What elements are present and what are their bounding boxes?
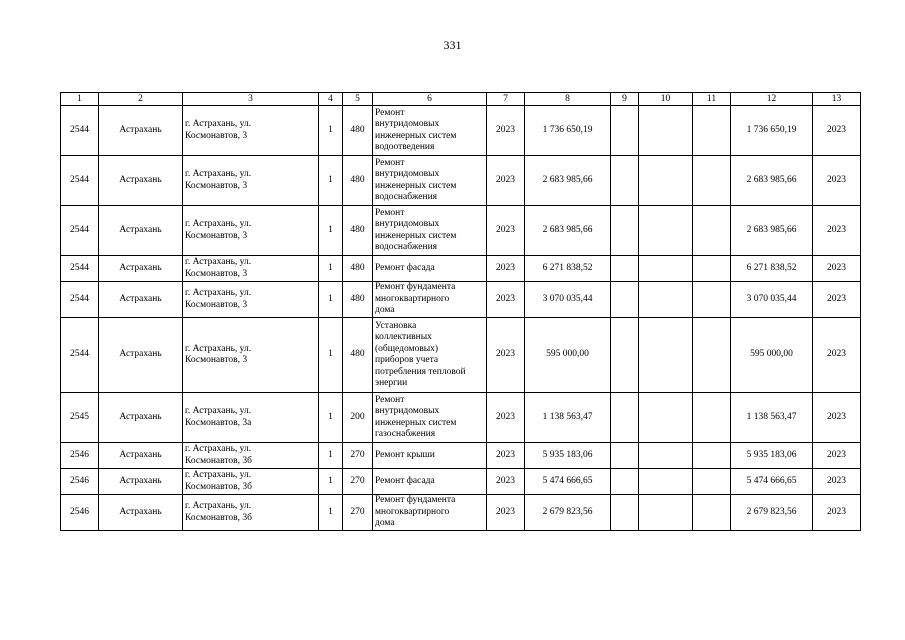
column-5-cell: 480 (343, 106, 373, 156)
column-4-cell: 1 (319, 282, 343, 318)
address-cell-line: Космонавтов, 3б (185, 512, 252, 523)
work-type-cell (373, 443, 487, 469)
column-10-cell (639, 443, 693, 469)
year-cell: 2023 (487, 156, 525, 206)
column-9-cell (611, 469, 639, 495)
column-9-cell (611, 393, 639, 443)
object-number-cell: 2544 (61, 106, 99, 156)
column-9-cell (611, 443, 639, 469)
completion-year-cell: 2023 (813, 495, 861, 531)
repair-program-table (60, 92, 861, 531)
funding-amount-cell: 5 474 666,65 (731, 469, 813, 495)
completion-year-cell: 2023 (813, 318, 861, 393)
cost-cell: 6 271 838,52 (525, 256, 611, 282)
address-cell-line: г. Астрахань, ул. (185, 343, 252, 354)
funding-amount-cell: 1 138 563,47 (731, 393, 813, 443)
column-10-cell (639, 206, 693, 256)
column-header-6: 6 (373, 93, 487, 106)
object-number-cell: 2544 (61, 256, 99, 282)
column-4-cell: 1 (319, 469, 343, 495)
city-cell: Астрахань (99, 318, 183, 393)
work-type-cell (373, 156, 487, 206)
city-cell: Астрахань (99, 443, 183, 469)
completion-year-cell: 2023 (813, 106, 861, 156)
year-cell: 2023 (487, 495, 525, 531)
work-type-cell-line: Ремонт фасада (375, 475, 435, 486)
work-type-cell-line: инженерных систем (375, 180, 457, 191)
cost-cell: 1 138 563,47 (525, 393, 611, 443)
city-cell: Астрахань (99, 206, 183, 256)
column-header-1: 1 (61, 93, 99, 106)
table-row (61, 318, 861, 393)
address-cell-line: г. Астрахань, ул. (185, 119, 252, 129)
object-number-cell: 2544 (61, 318, 99, 393)
column-header-8: 8 (525, 93, 611, 106)
column-header-13: 13 (813, 93, 861, 106)
table-row (61, 256, 861, 282)
column-11-cell (693, 156, 731, 206)
funding-amount-cell: 5 935 183,06 (731, 443, 813, 469)
address-cell-line: Космонавтов, 3 (185, 268, 248, 279)
work-type-cell-line: внутридомовых (375, 169, 440, 179)
address-cell-line: Космонавтов, 3 (185, 180, 248, 191)
column-9-cell (611, 156, 639, 206)
address-cell-line: г. Астрахань, ул. (185, 219, 252, 229)
column-10-cell (639, 393, 693, 443)
cost-cell: 3 070 035,44 (525, 282, 611, 318)
address-cell (183, 282, 319, 318)
funding-amount-cell: 2 679 823,56 (731, 495, 813, 531)
table-row (61, 469, 861, 495)
funding-amount-cell: 2 683 985,66 (731, 156, 813, 206)
city-cell: Астрахань (99, 469, 183, 495)
work-type-cell (373, 282, 487, 318)
work-type-cell-line: многоквартирного (375, 506, 450, 517)
work-type-cell (373, 256, 487, 282)
work-type-cell-line: инженерных систем (375, 130, 457, 141)
address-cell-line: г. Астрахань, ул. (185, 169, 252, 179)
work-type-cell (373, 495, 487, 531)
work-type-cell-line: газоснабжения (375, 429, 436, 439)
work-type-cell-line: Ремонт крыши (375, 449, 435, 460)
address-cell (183, 469, 319, 495)
city-cell: Астрахань (99, 256, 183, 282)
work-type-cell-line: Ремонт фасада (375, 262, 435, 273)
funding-amount-cell: 3 070 035,44 (731, 282, 813, 318)
column-10-cell (639, 495, 693, 531)
table-row (61, 282, 861, 318)
column-4-cell: 1 (319, 443, 343, 469)
work-type-cell (373, 106, 487, 156)
column-9-cell (611, 495, 639, 531)
address-cell (183, 156, 319, 206)
completion-year-cell: 2023 (813, 206, 861, 256)
work-type-cell-line: дома (375, 518, 395, 529)
column-4-cell: 1 (319, 495, 343, 531)
column-4-cell: 1 (319, 156, 343, 206)
address-cell-line: г. Астрахань, ул. (185, 501, 252, 511)
work-type-cell-line: многоквартирного (375, 293, 450, 304)
column-4-cell: 1 (319, 318, 343, 393)
column-5-cell: 480 (343, 206, 373, 256)
address-cell (183, 393, 319, 443)
column-number-header-row (61, 93, 861, 106)
work-type-cell (373, 318, 487, 393)
column-10-cell (639, 256, 693, 282)
funding-amount-cell: 2 683 985,66 (731, 206, 813, 256)
year-cell: 2023 (487, 206, 525, 256)
column-4-cell: 1 (319, 106, 343, 156)
city-cell: Астрахань (99, 393, 183, 443)
cost-cell: 2 679 823,56 (525, 495, 611, 531)
column-11-cell (693, 256, 731, 282)
address-cell-line: Космонавтов, 3 (185, 130, 248, 141)
address-cell-line: г. Астрахань, ул. (185, 406, 252, 416)
column-5-cell: 480 (343, 318, 373, 393)
column-5-cell: 200 (343, 393, 373, 443)
work-type-cell-line: Ремонт (375, 107, 405, 118)
cost-cell: 1 736 650,19 (525, 106, 611, 156)
work-type-cell-line: дома (375, 305, 395, 316)
table-row (61, 393, 861, 443)
address-cell (183, 106, 319, 156)
work-type-cell-line: внутридомовых (375, 119, 440, 129)
work-type-cell-line: внутридомовых (375, 406, 440, 416)
work-type-cell-line: водоотведения (375, 142, 435, 152)
column-10-cell (639, 156, 693, 206)
work-type-cell-line: водоснабжения (375, 192, 438, 202)
column-5-cell: 270 (343, 443, 373, 469)
year-cell: 2023 (487, 282, 525, 318)
address-cell (183, 443, 319, 469)
column-11-cell (693, 318, 731, 393)
column-header-12: 12 (731, 93, 813, 106)
year-cell: 2023 (487, 318, 525, 393)
column-5-cell: 270 (343, 495, 373, 531)
work-type-cell-line: приборов учета (375, 355, 439, 365)
column-5-cell: 270 (343, 469, 373, 495)
completion-year-cell: 2023 (813, 393, 861, 443)
city-cell: Астрахань (99, 282, 183, 318)
funding-amount-cell: 595 000,00 (731, 318, 813, 393)
work-type-cell-line: Ремонт фундамента (375, 495, 456, 506)
work-type-cell-line: (общедомовых) (375, 343, 439, 354)
column-5-cell: 480 (343, 156, 373, 206)
address-cell-line: г. Астрахань, ул. (185, 257, 252, 267)
column-5-cell: 480 (343, 256, 373, 282)
column-header-9: 9 (611, 93, 639, 106)
column-9-cell (611, 318, 639, 393)
completion-year-cell: 2023 (813, 443, 861, 469)
column-10-cell (639, 106, 693, 156)
city-cell: Астрахань (99, 106, 183, 156)
year-cell: 2023 (487, 443, 525, 469)
work-type-cell (373, 393, 487, 443)
column-9-cell (611, 106, 639, 156)
address-cell-line: Космонавтов, 3 (185, 299, 248, 310)
address-cell (183, 256, 319, 282)
year-cell: 2023 (487, 106, 525, 156)
completion-year-cell: 2023 (813, 282, 861, 318)
column-11-cell (693, 469, 731, 495)
address-cell-line: Космонавтов, 3 (185, 230, 248, 241)
city-cell: Астрахань (99, 495, 183, 531)
column-9-cell (611, 256, 639, 282)
funding-amount-cell: 6 271 838,52 (731, 256, 813, 282)
cost-cell: 5 935 183,06 (525, 443, 611, 469)
work-type-cell-line: коллективных (375, 332, 432, 342)
object-number-cell: 2546 (61, 469, 99, 495)
year-cell: 2023 (487, 469, 525, 495)
object-number-cell: 2545 (61, 393, 99, 443)
cost-cell: 5 474 666,65 (525, 469, 611, 495)
address-cell-line: Космонавтов, 3б (185, 455, 252, 466)
column-11-cell (693, 206, 731, 256)
work-type-cell-line: Ремонт (375, 394, 405, 405)
work-type-cell-line: Ремонт (375, 207, 405, 218)
column-header-3: 3 (183, 93, 319, 106)
work-type-cell-line: водоснабжения (375, 242, 438, 252)
address-cell (183, 318, 319, 393)
address-cell-line: г. Астрахань, ул. (185, 444, 252, 454)
work-type-cell-line: инженерных систем (375, 230, 457, 241)
work-type-cell (373, 469, 487, 495)
address-cell (183, 495, 319, 531)
cost-cell: 2 683 985,66 (525, 156, 611, 206)
work-type-cell-line: потребления тепловой (375, 366, 466, 377)
work-type-cell-line: Установка (375, 320, 417, 331)
column-11-cell (693, 443, 731, 469)
object-number-cell: 2546 (61, 443, 99, 469)
completion-year-cell: 2023 (813, 469, 861, 495)
object-number-cell: 2546 (61, 495, 99, 531)
column-4-cell: 1 (319, 256, 343, 282)
address-cell-line: г. Астрахань, ул. (185, 470, 252, 480)
table-row (61, 443, 861, 469)
column-11-cell (693, 106, 731, 156)
year-cell: 2023 (487, 393, 525, 443)
column-header-4: 4 (319, 93, 343, 106)
work-type-cell (373, 206, 487, 256)
column-10-cell (639, 318, 693, 393)
funding-amount-cell: 1 736 650,19 (731, 106, 813, 156)
address-cell-line: Космонавтов, 3 (185, 355, 248, 365)
column-11-cell (693, 495, 731, 531)
address-cell-line: Космонавтов, 3а (185, 417, 252, 428)
city-cell: Астрахань (99, 156, 183, 206)
column-4-cell: 1 (319, 206, 343, 256)
cost-cell: 595 000,00 (525, 318, 611, 393)
work-type-cell-line: Ремонт (375, 157, 405, 168)
address-cell-line: г. Астрахань, ул. (185, 288, 252, 298)
column-header-7: 7 (487, 93, 525, 106)
object-number-cell: 2544 (61, 282, 99, 318)
column-11-cell (693, 393, 731, 443)
column-10-cell (639, 469, 693, 495)
table-row (61, 495, 861, 531)
completion-year-cell: 2023 (813, 256, 861, 282)
work-type-cell-line: внутридомовых (375, 219, 440, 229)
object-number-cell: 2544 (61, 206, 99, 256)
cost-cell: 2 683 985,66 (525, 206, 611, 256)
column-header-10: 10 (639, 93, 693, 106)
column-5-cell: 480 (343, 282, 373, 318)
table-row (61, 206, 861, 256)
completion-year-cell: 2023 (813, 156, 861, 206)
object-number-cell: 2544 (61, 156, 99, 206)
column-10-cell (639, 282, 693, 318)
address-cell (183, 206, 319, 256)
work-type-cell-line: инженерных систем (375, 417, 457, 428)
work-type-cell-line: Ремонт фундамента (375, 282, 456, 293)
work-type-cell-line: энергии (375, 378, 408, 388)
address-cell-line: Космонавтов, 3б (185, 481, 252, 492)
column-9-cell (611, 206, 639, 256)
page-number: 331 (443, 38, 462, 52)
column-header-2: 2 (99, 93, 183, 106)
column-4-cell: 1 (319, 393, 343, 443)
column-header-11: 11 (693, 93, 731, 106)
column-header-5: 5 (343, 93, 373, 106)
column-9-cell (611, 282, 639, 318)
table-row (61, 156, 861, 206)
table-row (61, 106, 861, 156)
year-cell: 2023 (487, 256, 525, 282)
column-11-cell (693, 282, 731, 318)
